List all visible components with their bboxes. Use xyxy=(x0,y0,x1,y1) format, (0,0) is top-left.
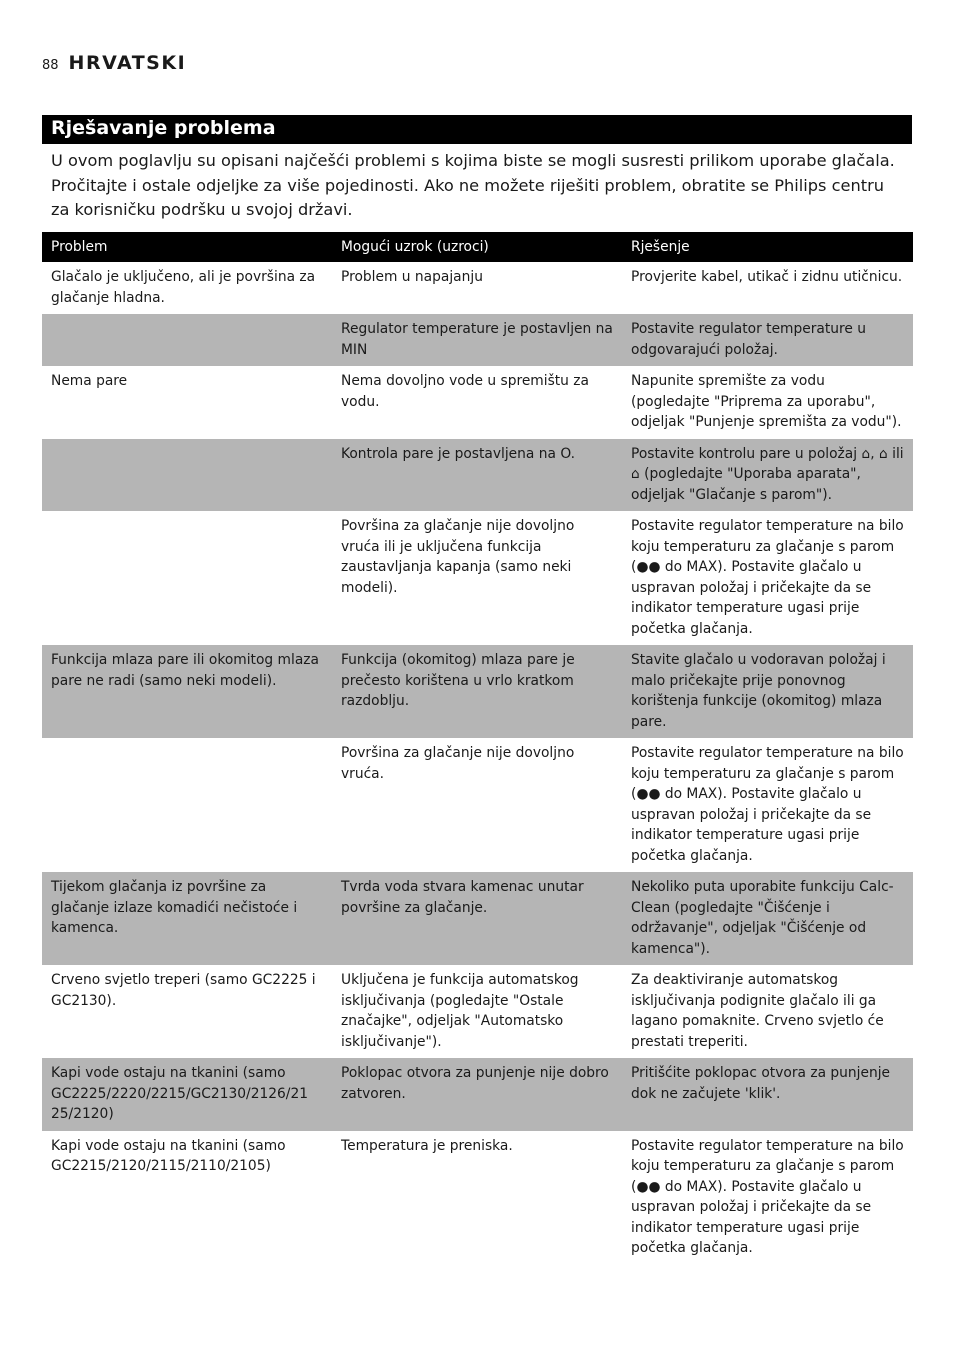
table-row xyxy=(42,872,913,965)
solution-cell: Stavite glačalo u vodoravan položaj i malo pričekajte prije ponovnog korištenja funkcije (okomitog) mlaza pare. xyxy=(622,645,913,738)
header-problem: Problem xyxy=(42,232,332,262)
cause-cell: Temperatura je preniska. xyxy=(341,1137,513,1154)
table-row xyxy=(42,511,913,645)
cause-cell: Površina za glačanje nije dovoljno vruća. xyxy=(341,745,575,782)
cause-cell: Nema dovoljno vode u spremištu za vodu. xyxy=(341,373,590,410)
intro-paragraph: U ovom poglavlju su opisani najčešći problemi s kojima biste se mogli susresti prilikom uporabe glačala. Pročitajte i ostale odjeljke za više pojedinosti. Ako ne možete riješiti problem, obratite se Philips centru za korisničku podršku u svojoj državi. xyxy=(51,151,895,219)
page-header xyxy=(42,52,186,74)
page-number: 88 xyxy=(42,58,59,73)
table-row xyxy=(42,262,913,314)
problem-cell: Tijekom glačanja iz površine za glačanje izlaze komadići nečistoće i kamenca. xyxy=(42,872,332,965)
cause-cell: Površina za glačanje nije dovoljno vruća ili je uključena funkcija zaustavljanja kapanja (samo neki modeli). xyxy=(341,518,575,596)
section-title: Rješavanje problema xyxy=(51,117,276,139)
solution-cell: Postavite regulator temperature na bilo koju temperaturu za glačanje s parom (●● do MAX). Postavite glačalo u uspravan položaj i pričekajte da se indikator temperature ugasi prije početka glačanja. xyxy=(631,518,904,637)
solution-cell: Postavite regulator temperature u odgovarajući položaj. xyxy=(622,314,913,366)
problem-cell xyxy=(42,439,332,512)
table-row xyxy=(42,738,913,872)
solution-cell: Nekoliko puta uporabite funkciju Calc-Clean (pogledajte "Čišćenje i održavanje", odjeljak "Čišćenje od kamenca"). xyxy=(622,872,913,965)
problem-cell xyxy=(42,738,332,872)
problem-cell: Crveno svjetlo treperi (samo GC2225 i GC2130). xyxy=(51,972,316,1009)
cause-cell: Poklopac otvora za punjenje nije dobro zatvoren. xyxy=(332,1058,622,1131)
problem-cell: Kapi vode ostaju na tkanini (samo GC2225/2220/2215/GC2130/2126/21 25/2120) xyxy=(42,1058,332,1131)
problem-cell: Glačalo je uključeno, ali je površina za glačanje hladna. xyxy=(51,269,316,306)
solution-cell: Provjerite kabel, utikač i zidnu utičnicu. xyxy=(631,269,903,285)
problem-cell xyxy=(42,314,332,366)
cause-cell: Regulator temperature je postavljen na MIN xyxy=(332,314,622,366)
cause-cell: Problem u napajanju xyxy=(341,269,483,285)
table-row xyxy=(42,439,913,512)
table-row xyxy=(42,1058,913,1131)
table-row xyxy=(42,366,913,439)
section-title-bar xyxy=(42,115,912,144)
solution-cell: Napunite spremište za vodu (pogledajte "Priprema za uporabu", odjeljak "Punjenje spremišta za vodu"). xyxy=(631,373,902,430)
troubleshooting-table xyxy=(42,232,913,1265)
problem-cell: Funkcija mlaza pare ili okomitog mlaza pare ne radi (samo neki modeli). xyxy=(42,645,332,738)
header-cause: Mogući uzrok (uzroci) xyxy=(332,232,622,262)
table-row xyxy=(42,314,913,366)
cause-cell: Uključena je funkcija automatskog isključivanja (pogledajte "Ostale značajke", odjeljak "Automatsko isključivanje"). xyxy=(341,972,579,1050)
solution-cell: Postavite regulator temperature na bilo koju temperaturu za glačanje s parom (●● do MAX). Postavite glačalo u uspravan položaj i pričekajte da se indikator temperature ugasi prije početka glačanja. xyxy=(631,1137,904,1256)
language-heading: HRVATSKI xyxy=(68,52,187,74)
solution-cell: Postavite regulator temperature na bilo koju temperaturu za glačanje s parom (●● do MAX). Postavite glačalo u uspravan položaj i pričekajte da se indikator temperature ugasi prije početka glačanja. xyxy=(631,745,904,864)
cause-cell: Tvrda voda stvara kamenac unutar površine za glačanje. xyxy=(332,872,622,965)
problem-cell xyxy=(42,511,332,645)
table-row xyxy=(42,965,913,1058)
table-row xyxy=(42,645,913,738)
header-solution: Rješenje xyxy=(622,232,913,262)
problem-cell: Kapi vode ostaju na tkanini (samo GC2215/2120/2115/2110/2105) xyxy=(51,1137,286,1174)
cause-cell: Kontrola pare je postavljena na O. xyxy=(332,439,622,512)
table-row xyxy=(42,1131,913,1265)
solution-cell: Za deaktiviranje automatskog isključivanja podignite glačalo ili ga lagano pomaknite. Crveno svjetlo će prestati treperiti. xyxy=(631,972,884,1050)
cause-cell: Funkcija (okomitog) mlaza pare je prečesto korištena u vrlo kratkom razdoblju. xyxy=(332,645,622,738)
solution-cell: Pritišćite poklopac otvora za punjenje dok ne začujete 'klik'. xyxy=(622,1058,913,1131)
table-header-row xyxy=(42,232,913,262)
solution-cell: Postavite kontrolu pare u položaj ⌂, ⌂ ili ⌂ (pogledajte "Uporaba aparata", odjeljak "Glačanje s parom"). xyxy=(622,439,913,512)
problem-cell: Nema pare xyxy=(51,373,128,389)
